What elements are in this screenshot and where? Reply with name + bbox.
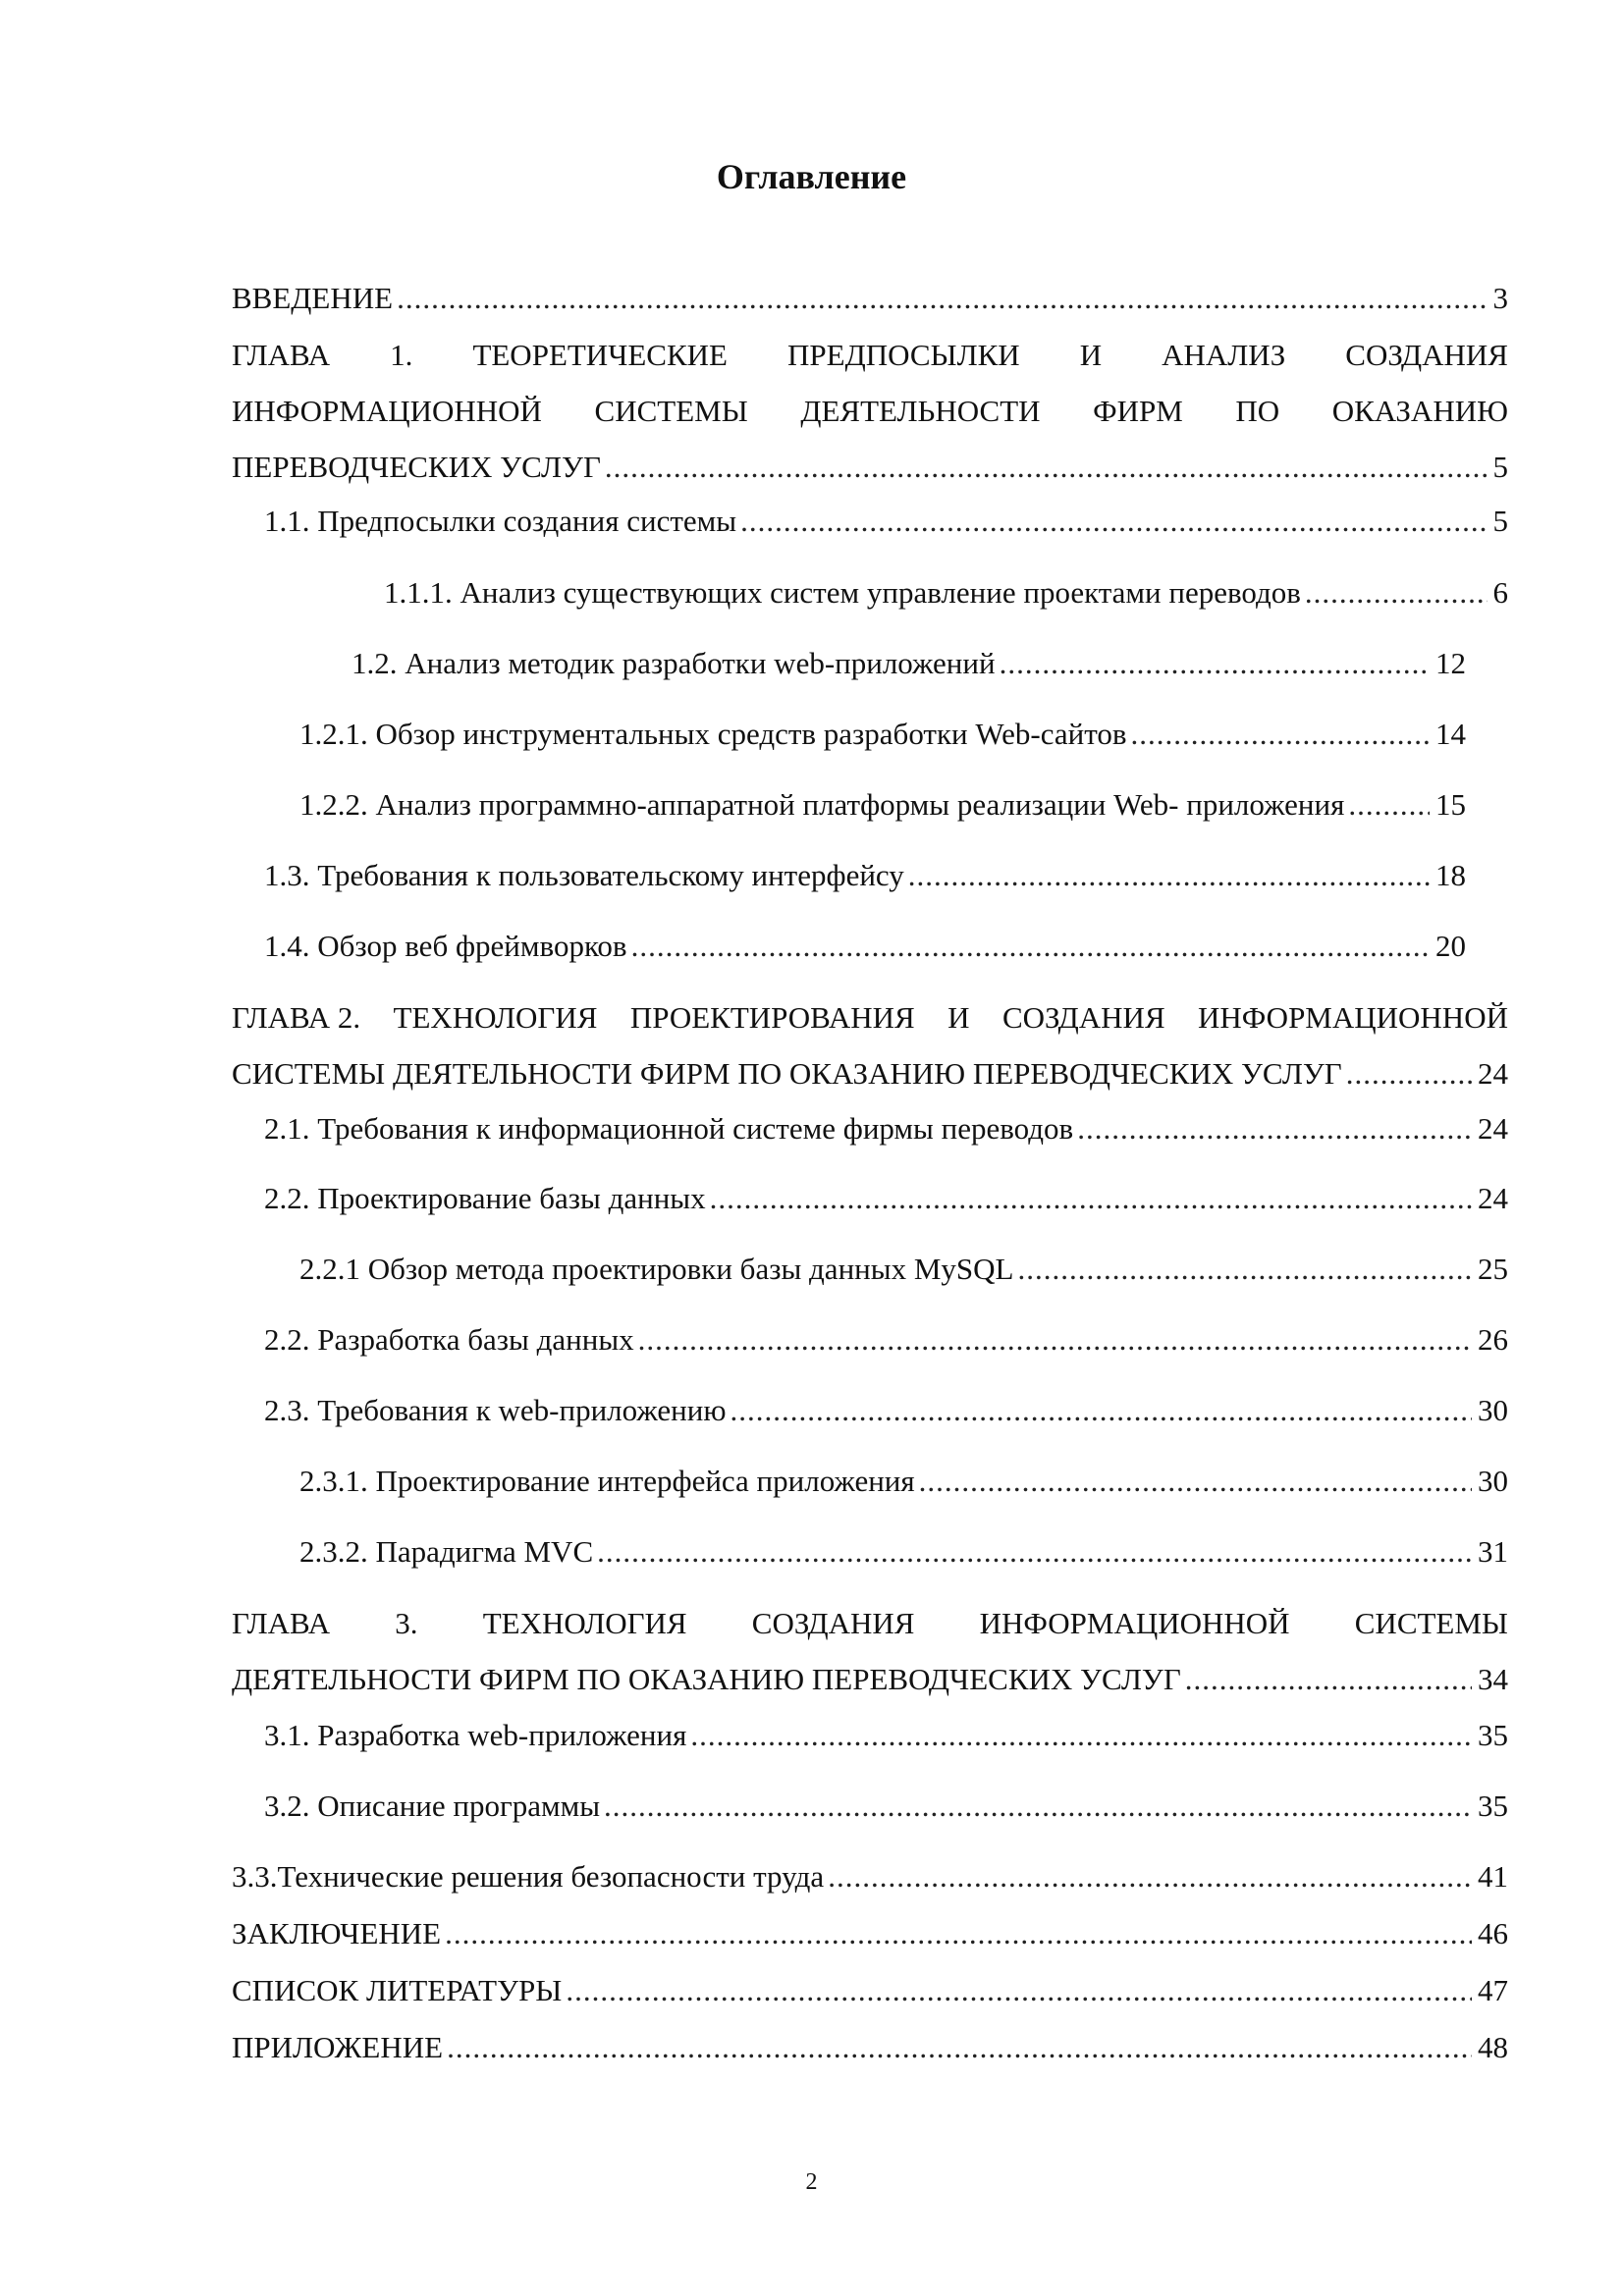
toc-entry-1-2-2[interactable] bbox=[299, 785, 1466, 825]
toc-entry-label: 1.2.1. Обзор инструментальных средств разработки Web-сайтов bbox=[299, 717, 1127, 751]
word: СОЗДАНИЯ bbox=[1345, 338, 1508, 372]
dot-leader bbox=[1348, 785, 1430, 825]
toc-entry-page: 18 bbox=[1435, 858, 1466, 892]
toc-entry-label: ПЕРЕВОДЧЕСКИХ УСЛУГ bbox=[232, 450, 601, 484]
dot-leader bbox=[1185, 1660, 1472, 1699]
toc-entry-page: 30 bbox=[1478, 1393, 1508, 1427]
dot-leader bbox=[397, 279, 1487, 318]
toc-entry-3-3[interactable] bbox=[232, 1857, 1508, 1896]
dot-leader bbox=[1346, 1054, 1472, 1094]
toc-entry-label: СПИСОК ЛИТЕРАТУРЫ bbox=[232, 1973, 563, 2007]
toc-entry-label: 1.4. Обзор веб фреймворков bbox=[264, 929, 627, 963]
toc-chapter-1-line-1 bbox=[232, 336, 1508, 375]
toc-entry-label: 2.2. Разработка базы данных bbox=[264, 1322, 634, 1357]
word: СОЗДАНИЯ bbox=[1001, 1000, 1165, 1035]
toc-entry-page: 34 bbox=[1478, 1662, 1508, 1696]
toc-chapter-3-line-1 bbox=[232, 1604, 1508, 1643]
toc-entry-page: 35 bbox=[1478, 1718, 1508, 1752]
toc-entry-introduction[interactable] bbox=[232, 279, 1508, 318]
page-title: Оглавление bbox=[716, 157, 907, 196]
toc-entry-page: 24 bbox=[1478, 1056, 1508, 1091]
toc-entry-label: 2.3. Требования к web-приложению bbox=[264, 1393, 727, 1427]
toc-entry-1-3[interactable] bbox=[264, 856, 1466, 895]
toc-entry-page: 41 bbox=[1478, 1859, 1508, 1894]
toc-chapter-2-line-1 bbox=[232, 998, 1508, 1038]
toc-entry-chapter-2[interactable] bbox=[232, 1054, 1508, 1094]
toc-entry-2-2[interactable] bbox=[264, 1179, 1508, 1218]
toc-entry-page: 3 bbox=[1492, 281, 1508, 315]
toc-entry-page: 24 bbox=[1478, 1111, 1508, 1146]
dot-leader bbox=[740, 502, 1487, 541]
toc-entry-page: 20 bbox=[1435, 929, 1466, 963]
toc-entry-appendix[interactable] bbox=[232, 2028, 1508, 2067]
toc-entry-1-1[interactable] bbox=[264, 502, 1508, 541]
dot-leader bbox=[1305, 573, 1488, 613]
toc-entry-2-1[interactable] bbox=[264, 1109, 1508, 1148]
toc-entry-label: 2.3.2. Парадигма MVC bbox=[299, 1534, 594, 1569]
toc-entry-chapter-3[interactable] bbox=[232, 1660, 1508, 1699]
toc-entry-page: 30 bbox=[1478, 1464, 1508, 1498]
dot-leader bbox=[828, 1857, 1472, 1896]
toc-entry-label: 3.3.Технические решения безопасности труда bbox=[232, 1859, 825, 1894]
word: ТЕХНОЛОГИЯ bbox=[482, 1606, 687, 1640]
toc-entry-page: 24 bbox=[1478, 1181, 1508, 1215]
toc-entry-page: 35 bbox=[1478, 1789, 1508, 1823]
dot-leader bbox=[631, 927, 1430, 966]
toc-entry-conclusion[interactable] bbox=[232, 1914, 1508, 1953]
toc-entry-label: ЗАКЛЮЧЕНИЕ bbox=[232, 1916, 442, 1950]
word: СИСТЕМЫ bbox=[594, 394, 748, 428]
toc-entry-2-3-1[interactable] bbox=[299, 1462, 1508, 1501]
toc-entry-chapter-1[interactable] bbox=[232, 448, 1508, 487]
toc-entry-2-2-1[interactable] bbox=[299, 1250, 1508, 1289]
word: СИСТЕМЫ bbox=[1354, 1606, 1508, 1640]
dot-leader bbox=[1017, 1250, 1472, 1289]
word: ДЕЯТЕЛЬНОСТИ bbox=[800, 394, 1041, 428]
toc-entry-references[interactable] bbox=[232, 1971, 1508, 2010]
toc-entry-label: ВВЕДЕНИЕ bbox=[232, 281, 394, 315]
toc-entry-label: 2.1. Требования к информационной системе фирмы переводов bbox=[264, 1111, 1074, 1146]
toc-entry-1-2-1[interactable] bbox=[299, 715, 1466, 754]
dot-leader bbox=[445, 1914, 1472, 1953]
word: СОЗДАНИЯ bbox=[751, 1606, 915, 1640]
word: ТЕОРЕТИЧЕСКИЕ bbox=[472, 338, 728, 372]
toc-entry-1-4[interactable] bbox=[264, 927, 1466, 966]
dot-leader bbox=[1131, 715, 1431, 754]
dot-leader bbox=[566, 1971, 1472, 2010]
word: ИНФОРМАЦИОННОЙ bbox=[1198, 1000, 1508, 1035]
word: ФИРМ bbox=[1093, 394, 1183, 428]
toc-entry-label: 3.1. Разработка web-приложения bbox=[264, 1718, 687, 1752]
toc-entry-label: 2.3.1. Проектирование интерфейса приложения bbox=[299, 1464, 915, 1498]
dot-leader bbox=[605, 448, 1488, 487]
dot-leader bbox=[919, 1462, 1472, 1501]
word: И bbox=[947, 1000, 970, 1035]
toc-entry-label: 2.2. Проектирование базы данных bbox=[264, 1181, 706, 1215]
word: ПО bbox=[1235, 394, 1280, 428]
dot-leader bbox=[690, 1716, 1472, 1755]
dot-leader bbox=[597, 1532, 1472, 1572]
toc-entry-page: 6 bbox=[1492, 575, 1508, 610]
toc-entry-label: 1.1. Предпосылки создания системы bbox=[264, 504, 737, 538]
toc-entry-page: 47 bbox=[1478, 1973, 1508, 2007]
toc-entry-page: 46 bbox=[1478, 1916, 1508, 1950]
toc-entry-label: 1.2. Анализ методик разработки web-приложений bbox=[352, 646, 996, 680]
toc-entry-label: 1.3. Требования к пользовательскому интерфейсу bbox=[264, 858, 904, 892]
word: ОКАЗАНИЮ bbox=[1331, 394, 1508, 428]
word: ПРОЕКТИРОВАНИЯ bbox=[629, 1000, 915, 1035]
toc-entry-3-2[interactable] bbox=[264, 1787, 1508, 1826]
toc-entry-2-3[interactable] bbox=[264, 1391, 1508, 1430]
word: ГЛАВА 2. bbox=[232, 1000, 361, 1035]
toc-entry-label: ДЕЯТЕЛЬНОСТИ ФИРМ ПО ОКАЗАНИЮ ПЕРЕВОДЧЕСКИХ УСЛУГ bbox=[232, 1662, 1181, 1696]
word: И bbox=[1079, 338, 1103, 372]
dot-leader bbox=[604, 1787, 1472, 1826]
toc-entry-1-2[interactable] bbox=[352, 644, 1466, 683]
toc-entry-label: 1.1.1. Анализ существующих систем управление проектами переводов bbox=[384, 575, 1301, 610]
toc-entry-label: ПРИЛОЖЕНИЕ bbox=[232, 2030, 444, 2064]
toc-entry-page: 31 bbox=[1478, 1534, 1508, 1569]
toc-entry-page: 26 bbox=[1478, 1322, 1508, 1357]
word: ПРЕДПОСЫЛКИ bbox=[787, 338, 1020, 372]
table-of-contents bbox=[232, 0, 1508, 2296]
toc-entry-2-3-2[interactable] bbox=[299, 1532, 1508, 1572]
toc-entry-1-1-1[interactable] bbox=[384, 573, 1508, 613]
word: 3. bbox=[395, 1606, 418, 1640]
toc-entry-label: 2.2.1 Обзор метода проектировки базы данных MySQL bbox=[299, 1252, 1014, 1286]
word: 1. bbox=[390, 338, 413, 372]
toc-entry-page: 5 bbox=[1492, 504, 1508, 538]
word: ГЛАВА bbox=[232, 1606, 331, 1640]
toc-entry-label: 1.2.2. Анализ программно-аппаратной платформы реализации Web- приложения bbox=[299, 787, 1345, 822]
dot-leader bbox=[1077, 1109, 1472, 1148]
word: ТЕХНОЛОГИЯ bbox=[393, 1000, 598, 1035]
word: ИНФОРМАЦИОННОЙ bbox=[979, 1606, 1290, 1640]
dot-leader bbox=[447, 2028, 1472, 2067]
toc-entry-3-1[interactable] bbox=[264, 1716, 1508, 1755]
toc-entry-page: 12 bbox=[1435, 646, 1466, 680]
dot-leader bbox=[908, 856, 1430, 895]
toc-entry-2-2-b[interactable] bbox=[264, 1320, 1508, 1360]
word: ГЛАВА bbox=[232, 338, 331, 372]
dot-leader bbox=[710, 1179, 1472, 1218]
toc-entry-page: 5 bbox=[1492, 450, 1508, 484]
toc-entry-page: 25 bbox=[1478, 1252, 1508, 1286]
dot-leader bbox=[730, 1391, 1472, 1430]
dot-leader bbox=[1000, 644, 1430, 683]
toc-entry-label: СИСТЕМЫ ДЕЯТЕЛЬНОСТИ ФИРМ ПО ОКАЗАНИЮ ПЕРЕВОДЧЕСКИХ УСЛУГ bbox=[232, 1056, 1342, 1091]
toc-entry-label: 3.2. Описание программы bbox=[264, 1789, 601, 1823]
page-number: 2 bbox=[805, 2169, 818, 2195]
dot-leader bbox=[638, 1320, 1472, 1360]
word: АНАЛИЗ bbox=[1162, 338, 1286, 372]
toc-entry-page: 48 bbox=[1478, 2030, 1508, 2064]
toc-entry-page: 15 bbox=[1435, 787, 1466, 822]
toc-entry-page: 14 bbox=[1435, 717, 1466, 751]
toc-chapter-1-line-2 bbox=[232, 392, 1508, 431]
word: ИНФОРМАЦИОННОЙ bbox=[232, 394, 542, 428]
